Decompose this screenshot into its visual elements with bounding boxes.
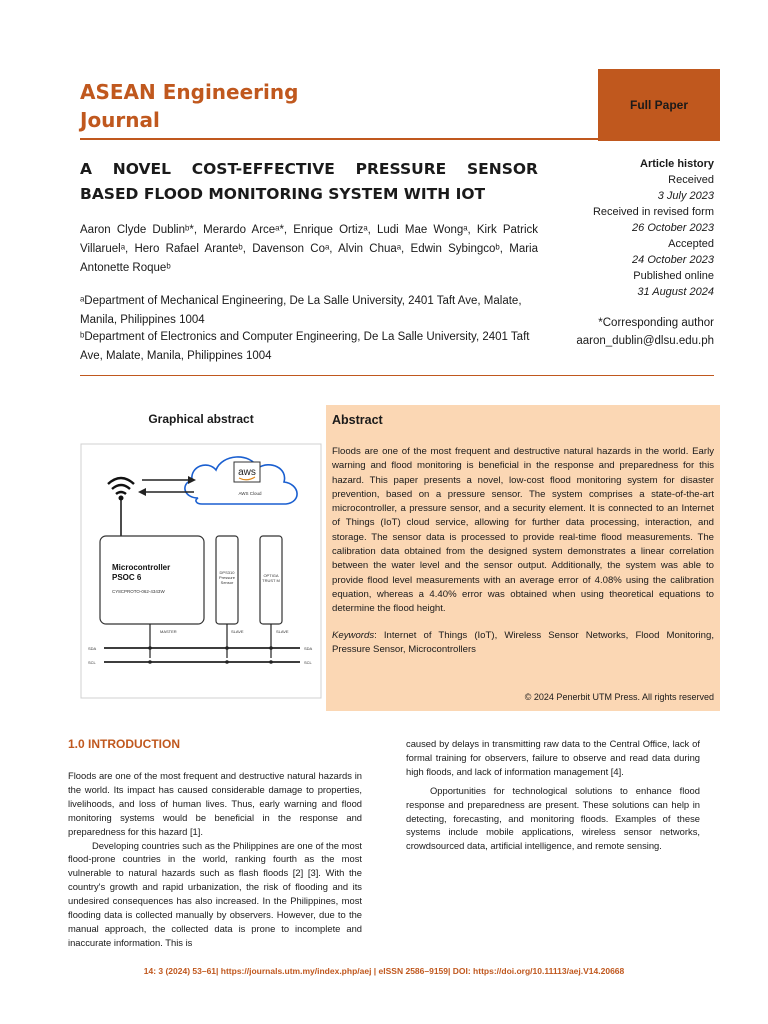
- sensor-label-line2: Pressure: [218, 575, 236, 580]
- article-history: [548, 156, 714, 300]
- history-title: Article history: [640, 158, 714, 170]
- journal-name: [80, 78, 380, 134]
- cloud-label: AWS Cloud: [238, 491, 262, 496]
- keywords-list: : Internet of Things (IoT), Wireless Sensor Networks, Flood Monitoring, Pressure Sensor, Microcontrollers: [332, 630, 714, 656]
- keywords: [332, 629, 714, 658]
- abstract-panel: [326, 405, 720, 711]
- mcu-part-number: CY8CPROTO-062-4343W: [112, 589, 165, 594]
- scl-label-left: SCL: [88, 660, 96, 665]
- intro-paragraph-1: Floods are one of the most frequent and destructive natural hazards in the world. Its impact has caused considerable damage to properties, livelihoods, and loss of human lives. Thus, early warning and flood monitoring systems would be beneficial in the response and preparedness for this hazard [1].: [68, 770, 362, 837]
- affiliation-a: ᵃDepartment of Mechanical Engineering, De La Salle University, 2401 Taft Ave, Malate, Manila, Philippines 1004: [80, 295, 522, 326]
- abstract-title: Abstract: [332, 413, 383, 427]
- bus-node: [225, 646, 229, 650]
- accepted-label: Accepted: [668, 238, 714, 250]
- body-column-right: [406, 737, 700, 853]
- bus-node: [269, 660, 273, 664]
- copyright-notice: © 2024 Penerbit UTM Press. All rights reserved: [524, 692, 714, 702]
- published-date: 31 August 2024: [637, 286, 714, 298]
- section-heading-introduction: 1.0 INTRODUCTION: [68, 737, 181, 751]
- keywords-label: Keywords: [332, 630, 375, 641]
- section-divider: [80, 375, 714, 376]
- bus-node: [148, 646, 152, 650]
- sda-label-right: SDA: [304, 646, 313, 651]
- graphical-abstract-diagram: [80, 440, 322, 700]
- received-label: Received: [668, 174, 714, 186]
- revised-date: 26 October 2023: [632, 222, 714, 234]
- bus-node: [225, 660, 229, 664]
- paper-title: A NOVEL COST-EFFECTIVE PRESSURE SENSOR BASED FLOOD MONITORING SYSTEM WITH IOT: [80, 160, 538, 203]
- abstract-text: Floods are one of the most frequent and destructive natural hazards in the world. Early warning and flood monitoring is beneficial in the response and preparedness for this hazard. This paper presents a novel, low-cost flood monitoring system for disaster prevention, based on a pressure sensor. The system comprises a state-of-the-art microcontroller, a pressure sensor, and a security element. It is connected to an Internet of Things (IoT) cloud service, allowing for further data processing, interaction, and storage. The sensor data is processed to provide real-time flood measurements. The calibration data obtained from the designed system demonstrates a linear correlation between the water level and the sensor output. Additionally, the system was able to provide flood level measurements with an average error of 4.08% using the calibration equation, whereas a 4.40% error was obtained when using theoretical equations to determine the flood height.: [332, 446, 714, 615]
- author-list: Aaron Clyde Dublinᵇ*, Merardo Arceᵃ*, Enrique Ortizᵃ, Ludi Mae Wongᵃ, Kirk Patrick Villaruelᵃ, Hero Rafael Aranteᵇ, Davenson Coᵃ, Alvin Chuaᵃ, Edwin Sybingcoᵇ, Maria Antonette Roqueᵇ: [80, 224, 538, 274]
- scl-label-right: SCL: [304, 660, 312, 665]
- sensor-label-line1: DPS310: [219, 570, 235, 575]
- journal-name-line1: ASEAN Engineering: [80, 80, 299, 104]
- body-column-left: [68, 769, 362, 950]
- sda-label-left: SDA: [88, 646, 97, 651]
- intro-paragraph-3: caused by delays in transmitting raw data to the Central Office, lack of formal training for observers, failure to observe and read data during high floods, and lack of information management [4].: [406, 738, 700, 777]
- published-label: Published online: [633, 270, 714, 282]
- paper-type-label: Full Paper: [629, 98, 688, 112]
- journal-name-line2: Journal: [80, 108, 160, 132]
- intro-paragraph-2: Developing countries such as the Philippines are one of the most flood-prone countries in the world, ranking fourth as the most vulnerable to natural hazards such as flash floods [2] [3]. With the country's growth and rapid urbanization, the risk of flooding and its undesired consequences has also increased. In the Philippines, most flooding data is collected manually by observers. However, due to the manual approach, the collected data is prone to incomplete and inaccurate information. This is: [68, 839, 362, 948]
- master-label: MASTER: [160, 629, 177, 634]
- header-rule: [80, 138, 600, 140]
- page-footer: 14: 3 (2024) 53–61| https://journals.utm.my/index.php/aej | eISSN 2586–9159| DOI: https://doi.org/10.11113/aej.V14.20668: [143, 966, 625, 976]
- wifi-dot: [119, 496, 124, 501]
- affiliation-b: ᵇDepartment of Electronics and Computer Engineering, De La Salle University, 2401 Taft Ave, Malate, Manila, Philippines 1004: [80, 331, 530, 362]
- slave-label-1: SLAVE: [231, 629, 244, 634]
- slave-label-2: SLAVE: [276, 629, 289, 634]
- revised-label: Received in revised form: [592, 206, 714, 218]
- intro-paragraph-4: Opportunities for technological solutions to enhance flood response and preparedness are present. These solutions can help in detecting, forecasting, and monitoring floods. Examples of these systems include mobile applications, wireless sensor networks, crowdsourced data, artificial intelligence, and remote sensing.: [406, 784, 700, 852]
- mcu-label-line2: PSOC 6: [112, 573, 142, 582]
- bus-node: [148, 660, 152, 664]
- mcu-label-line1: Microcontroller: [112, 563, 171, 572]
- aws-logo-text: aws: [238, 467, 256, 478]
- paper-type-badge: [598, 69, 720, 141]
- corresponding-email[interactable]: aaron_dublin@dlsu.edu.ph: [576, 335, 714, 347]
- optiga-label-line1: OPTIGA: [263, 573, 279, 578]
- accepted-date: 24 October 2023: [632, 254, 714, 266]
- received-date: 3 July 2023: [657, 190, 714, 202]
- bus-node: [269, 646, 273, 650]
- corresponding-label: *Corresponding author: [598, 317, 714, 329]
- graphical-abstract-title: Graphical abstract: [148, 412, 254, 426]
- sensor-label-line3: Sensor: [220, 580, 234, 585]
- optiga-label-line2: TRUST M: [262, 578, 280, 583]
- corresponding-author: [530, 314, 714, 350]
